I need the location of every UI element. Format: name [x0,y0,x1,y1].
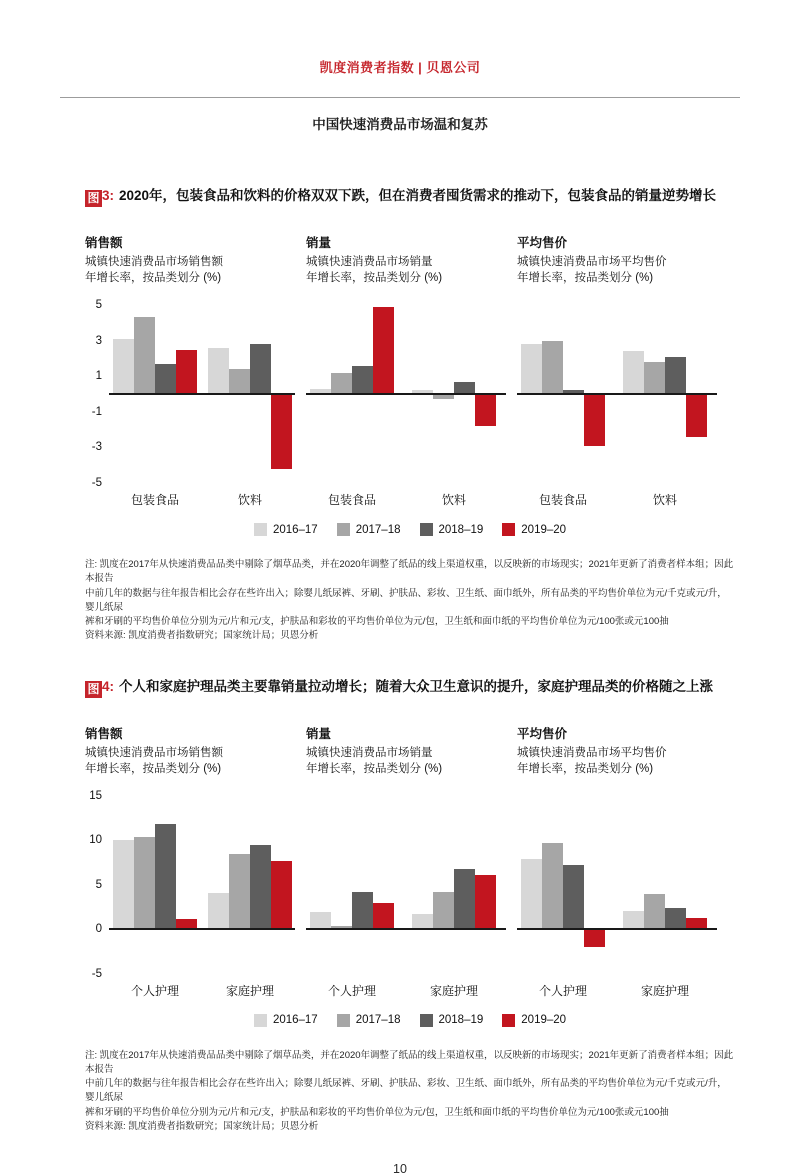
bar-chart-plot [517,796,717,998]
category-label: 包装食品 [327,493,377,507]
category-label: 包装食品 [538,493,588,507]
legend-swatch-2016-17 [254,1014,267,1027]
bar [229,854,250,929]
bar-chart-plot [306,305,506,507]
bar [373,903,394,929]
chart-subtitle: 年增长率，按品类划分 (%) [517,762,654,775]
bar [644,362,665,394]
bar [644,894,665,929]
chart-fig4-sales-volume [306,724,506,998]
y-axis-tick-label: -5 [91,477,102,489]
legend-label: 2019–20 [521,1014,567,1026]
source-line: 资料来源: 凯度消费者指数研究；国家统计局；贝恩分析 [85,630,319,642]
figure-3-charts [85,233,735,507]
bar [521,344,542,394]
bar [433,892,454,929]
bar [686,394,707,437]
zero-axis-line [306,928,506,930]
legend-swatch-2018-19 [420,523,433,536]
y-axis-tick-label: 5 [95,299,102,311]
category-label: 家庭护理 [640,983,690,998]
chart-subtitle: 年增长率，按品类划分 (%) [85,762,222,775]
bar [352,892,373,929]
legend-label: 2018–19 [438,523,484,536]
zero-axis-line [109,393,295,395]
bar [271,394,292,469]
chart-fig4-average-price [517,724,717,998]
chart-subtitle: 年增长率，按品类划分 (%) [306,762,443,775]
note-line: 裤和牙刷的平均售价单位分别为元/片和元/支，护肤品和彩妆的平均售价单位为元/包，卫生纸和面巾纸的平均售价单位为元/100张或元100抽 [85,616,669,627]
note-line: 中前几年的数据与往年报告相比会存在些许出入；除婴儿纸尿裤、牙刷、护肤品、彩妆、卫生纸、面巾纸外，所有品类的平均售价单位为元/千克或元/升，婴儿纸尿 [85,587,727,613]
legend-item [420,1014,484,1027]
figure-3 [85,187,735,644]
bar [475,875,496,929]
category-label: 饮料 [441,493,467,507]
note-line: 注: 凯度在2017年从快速消费品品类中剔除了烟草品类，并在2020年调整了纸品的线上渠道权重，以反映新的市场现实；2021年更新了消费者样本组；因此本报告 [85,1049,734,1075]
chart-title: 销售额 [85,236,123,250]
chart-fig4-sales-value [85,724,295,998]
y-axis-tick-label: 1 [95,370,102,383]
bar [584,929,605,947]
bar [134,317,155,394]
figure-3-title [85,187,735,207]
legend-swatch-2017-18 [337,523,350,536]
bar [665,357,686,394]
zero-axis-line [109,928,295,930]
category-label: 饮料 [237,493,263,507]
zero-axis-line [306,393,506,395]
bar [412,914,433,929]
figure-number: 4: [102,678,115,694]
chart-header [85,233,295,285]
bar [176,350,197,395]
figure-4 [85,678,735,1135]
figure-badge-icon: 图 [85,681,102,698]
chart-header [517,233,717,285]
legend-swatch-2016-17 [254,523,267,536]
figure-badge-icon: 图 [85,190,102,207]
legend-item [502,523,566,536]
chart-title: 销量 [306,726,332,741]
y-axis-tick-label: 15 [89,789,102,802]
legend-label: 2017–18 [355,523,401,536]
bar [563,865,584,929]
figure-4-notes [85,1049,735,1135]
bar [454,869,475,929]
legend-item [420,523,484,536]
category-label: 个人护理 [327,983,377,998]
bar [229,369,250,394]
category-label: 个人护理 [130,983,180,998]
figure-title-text: 个人和家庭护理品类主要靠销量拉动增长；随着大众卫生意识的提升，家庭护理品类的价格随之上涨 [119,678,714,694]
bar [373,307,394,394]
chart-title: 平均售价 [517,236,568,250]
bar [584,394,605,446]
chart-fig3-sales-volume [306,233,506,507]
legend-item [337,523,401,536]
bar [208,348,229,394]
zero-axis-line [517,393,717,395]
figure-number: 3: [102,188,115,203]
y-axis-tick-label: 5 [95,878,102,891]
bar-chart-plot [517,305,717,507]
bar [521,859,542,929]
header-brand: 凯度消费者指数 | 贝恩公司 [319,60,481,75]
y-axis-tick-label: 3 [95,334,102,347]
legend-label: 2017–18 [355,1014,401,1026]
chart-header [517,724,717,775]
page-number: 10 [393,1162,407,1176]
bar [113,339,134,394]
legend-label: 2016–17 [272,1014,318,1026]
legend-label: 2019–20 [521,523,567,536]
chart-header [306,724,506,775]
page-subtitle: 中国快速消费品市场温和复苏 [312,117,488,132]
note-line: 中前几年的数据与往年报告相比会存在些许出入；除婴儿纸尿裤、牙刷、护肤品、彩妆、卫生纸、面巾纸外，所有品类的平均售价单位为元/千克或元/升，婴儿纸尿 [85,1078,727,1104]
bar [331,373,352,394]
bar-chart-plot [91,299,295,507]
chart-subtitle: 城镇快速消费品市场平均售价 [517,746,667,759]
category-label: 个人护理 [538,983,588,998]
zero-axis-line [517,928,717,930]
source-line: 资料来源: 凯度消费者指数研究；国家统计局；贝恩分析 [85,1120,319,1132]
figure-4-title [85,678,735,698]
category-label: 包装食品 [130,493,180,507]
bar-chart-plot [89,789,295,998]
figure-4-legend [85,1014,735,1027]
chart-subtitle: 城镇快速消费品市场销售额 [85,256,223,268]
bar [271,861,292,929]
figure-3-notes [85,558,735,644]
bar [250,845,271,929]
chart-subtitle: 城镇快速消费品市场销量 [306,746,433,759]
legend-swatch-2017-18 [337,1014,350,1027]
y-axis-tick-label: -3 [91,441,102,454]
y-axis-tick-label: -5 [91,967,102,980]
legend-label: 2018–19 [438,1014,484,1026]
bar [475,394,496,426]
note-line: 裤和牙刷的平均售价单位分别为元/片和元/支，护肤品和彩妆的平均售价单位为元/包，卫生纸和面巾纸的平均售价单位为元/100张或元100抽 [85,1106,669,1118]
chart-header [85,724,295,775]
figure-title-text: 2020年，包装食品和饮料的价格双双下跌，但在消费者囤货需求的推动下，包装食品的销量逆势增长 [119,188,717,203]
bar [208,893,229,929]
bar [665,908,686,929]
figure-3-legend [85,523,735,536]
y-axis-tick-label: -1 [91,405,102,418]
bar [623,351,644,394]
header-divider [60,97,740,98]
bar [352,366,373,394]
bar-chart-plot [306,796,506,998]
legend-swatch-2019-20 [502,523,515,536]
chart-fig3-average-price [517,233,717,507]
chart-title: 平均售价 [517,726,568,741]
chart-header [306,233,506,285]
y-axis-tick-label: 0 [95,923,102,935]
chart-subtitle: 城镇快速消费品市场平均售价 [517,256,667,268]
chart-subtitle: 城镇快速消费品市场销售额 [85,746,223,759]
note-line: 注: 凯度在2017年从快速消费品品类中剔除了烟草品类，并在2020年调整了纸品的线上渠道权重，以反映新的市场现实；2021年更新了消费者样本组；因此本报告 [85,559,734,585]
chart-subtitle: 城镇快速消费品市场销量 [306,256,433,268]
chart-title: 销量 [306,236,332,250]
chart-fig3-sales-value [85,233,295,507]
legend-swatch-2018-19 [420,1014,433,1027]
y-axis-tick-label: 10 [89,834,102,846]
bar [250,344,271,394]
category-label: 家庭护理 [225,983,275,998]
bar [113,840,134,929]
legend-swatch-2019-20 [502,1014,515,1027]
figure-4-charts [85,724,735,998]
bar [155,824,176,929]
legend-item [254,523,318,536]
category-label: 家庭护理 [429,983,479,998]
chart-subtitle: 年增长率，按品类划分 (%) [517,272,654,285]
legend-item [502,1014,566,1027]
legend-label: 2016–17 [272,523,318,536]
category-label: 饮料 [652,493,678,507]
bar [134,837,155,929]
bar [155,364,176,394]
chart-title: 销售额 [85,726,123,741]
bar [542,843,563,929]
chart-subtitle: 年增长率，按品类划分 (%) [306,272,443,285]
legend-item [254,1014,318,1027]
bar [310,912,331,929]
chart-subtitle: 年增长率，按品类划分 (%) [85,272,222,285]
bar [542,341,563,394]
bar [623,911,644,929]
legend-item [337,1014,401,1027]
